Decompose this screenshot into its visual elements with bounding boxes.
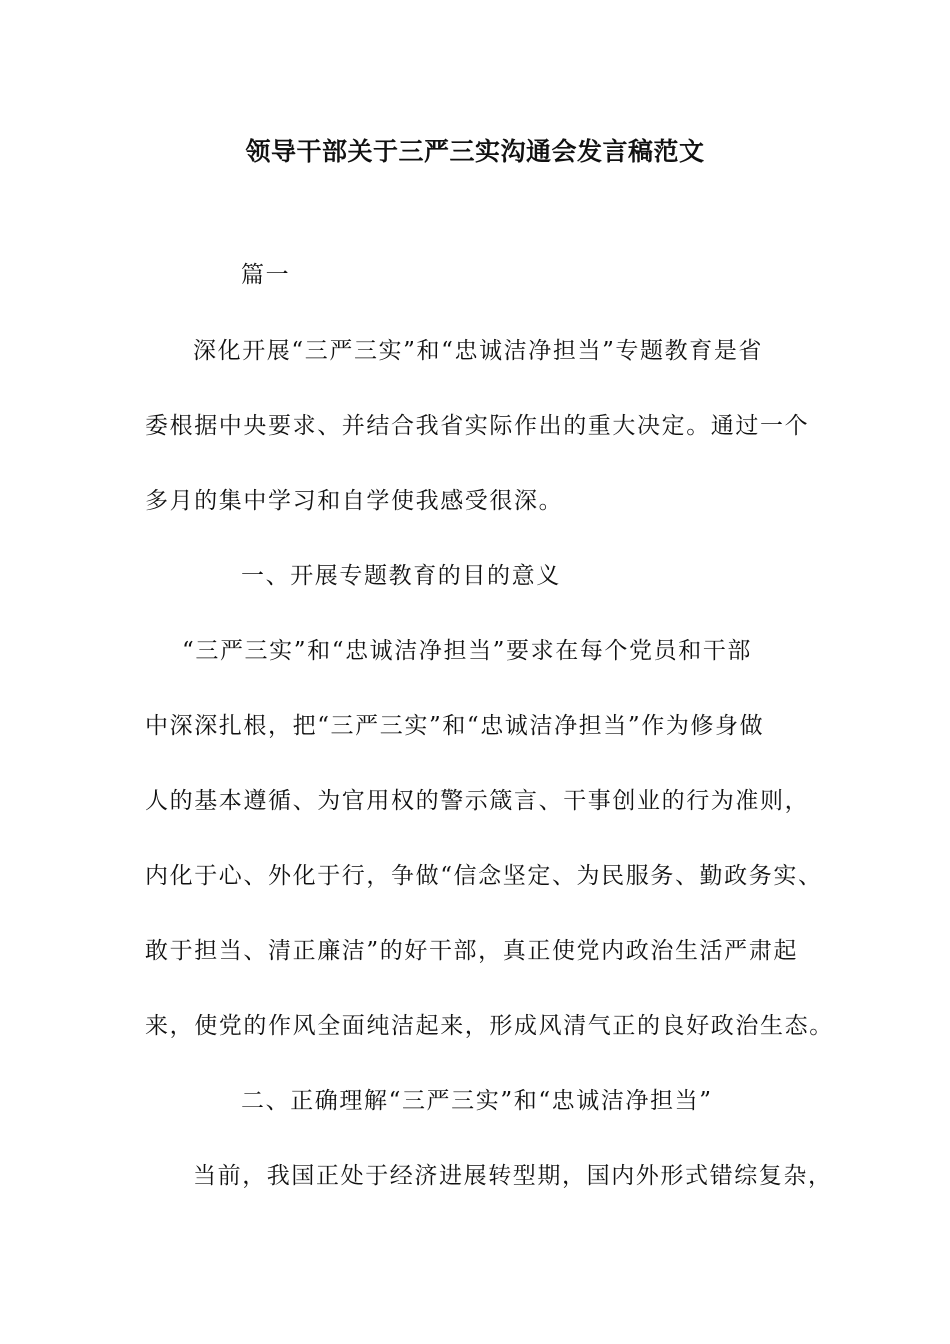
paragraph-line: 中深深扎根，把“三严三实”和“忠诚洁净担当”作为修身做: [145, 713, 765, 739]
section-label: 篇一: [241, 262, 291, 288]
paragraph-line: 深化开展“三严三实”和“忠诚洁净担当”专题教育是省: [193, 338, 764, 364]
paragraph-line: 敢于担当、清正廉洁”的好干部，真正使党内政治生活严肃起: [145, 938, 798, 964]
section-heading: 二、正确理解“三严三实”和“忠诚洁净担当”: [241, 1088, 713, 1114]
paragraph-line: 当前，我国正处于经济进展转型期，国内外形式错综复杂，: [193, 1163, 833, 1189]
paragraph-line: 内化于心、外化于行，争做“信念坚定、为民服务、勤政务实、: [145, 863, 823, 889]
document-title: 领导干部关于三严三实沟通会发言稿范文: [245, 137, 705, 166]
paragraph-line: 人的基本遵循、为官用权的警示箴言、干事创业的行为准则，: [145, 788, 810, 814]
paragraph-line: 多月的集中学习和自学使我感受很深。: [145, 488, 564, 514]
paragraph-line: 来，使党的作风全面纯洁起来，形成风清气正的良好政治生态。: [145, 1013, 834, 1039]
section-heading: 一、开展专题教育的目的意义: [241, 563, 561, 589]
paragraph-line: 委根据中央要求、并结合我省实际作出的重大决定。通过一个: [145, 413, 810, 439]
paragraph-line: “三严三实”和“忠诚洁净担当”要求在每个党员和干部: [182, 638, 753, 664]
